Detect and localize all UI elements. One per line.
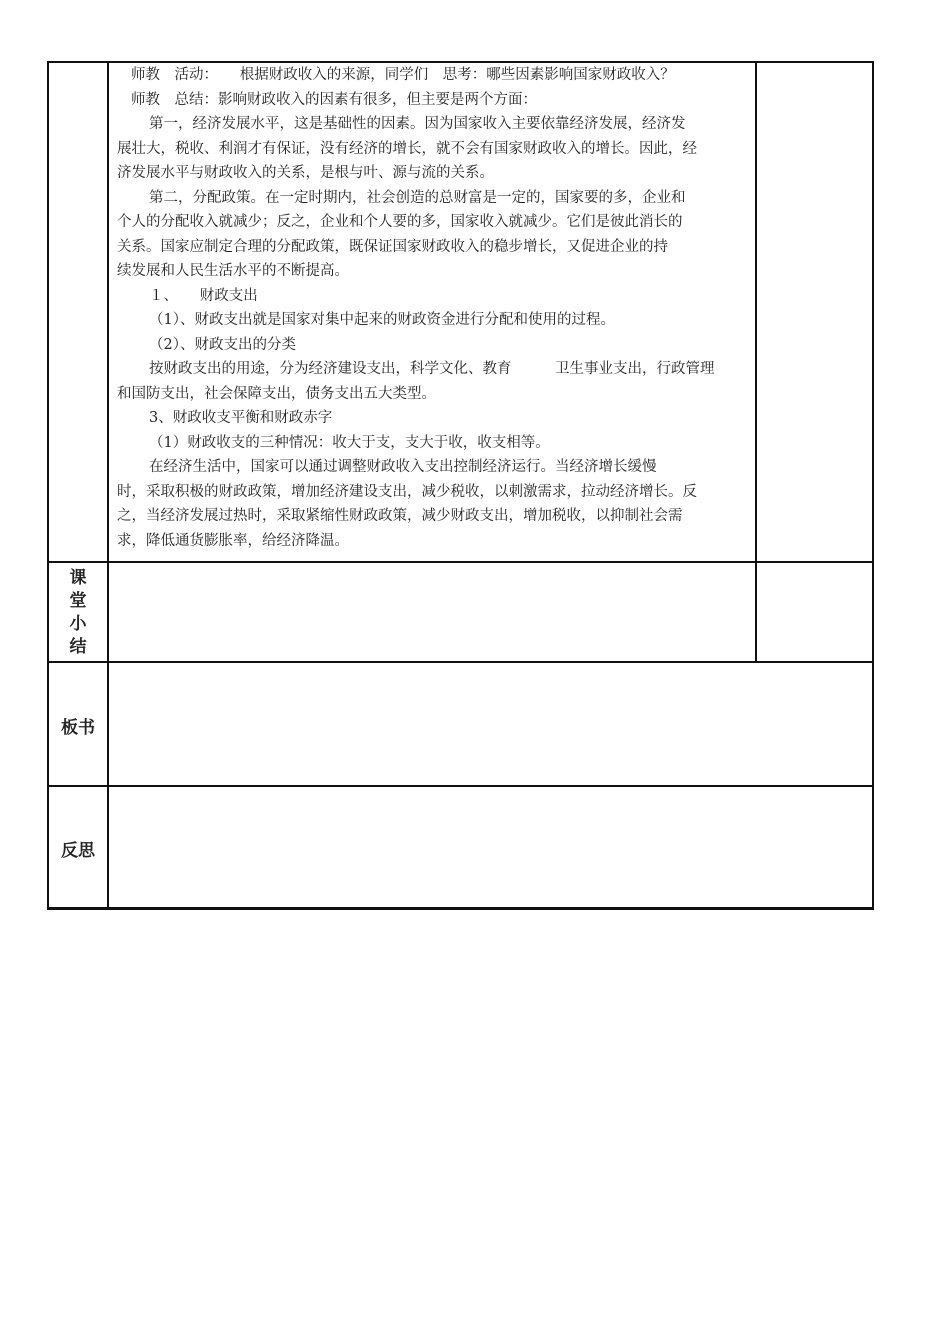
content-line: 第一，经济发展水平，这是基础性的因素。因为国家收入主要依靠经济发展，经济发 <box>149 116 686 132</box>
class-summary-label-char: 结 <box>69 637 87 657</box>
board-writing-label: 板书 <box>61 718 95 738</box>
content-line: 展壮大，税收、利润才有保证，没有经济的增长，就不会有国家财政收入的增长。因此，经 <box>117 140 697 157</box>
class-summary-label-char: 课 <box>69 568 87 588</box>
content-line: 师教 总结：影响财政收入的因素有很多，但主要是两个方面： <box>131 91 537 108</box>
notes-column-divider <box>755 61 757 662</box>
table-bottom-border <box>48 907 874 910</box>
class-summary-label-char: 小 <box>69 614 87 634</box>
class-summary-label <box>58 567 98 659</box>
content-line: 和国防支出，社会保障支出，债务支出五大类型。 <box>117 385 436 402</box>
row-divider-3 <box>48 785 874 787</box>
teaching-process-content <box>117 63 752 553</box>
table-left-border <box>47 61 49 910</box>
label-column-divider <box>107 61 109 910</box>
content-line: （1）、财政支出就是国家对集中起来的财政资金进行分配和使用的过程。 <box>149 312 615 328</box>
content-line: 3、财政收支平衡和财政赤字 <box>149 410 333 426</box>
content-line: 师教 活动： 根据财政收入的来源，同学们 思考：哪些因素影响国家财政收入？ <box>131 67 675 83</box>
reflection-label: 反思 <box>61 841 95 861</box>
content-line: （1）财政收支的三种情况：收大于支，支大于收，收支相等。 <box>149 434 550 451</box>
content-line: 第二，分配政策。在一定时期内，社会创造的总财富是一定的，国家要的多，企业和 <box>149 189 686 206</box>
content-line: 个人的分配收入就减少；反之，企业和个人要的多，国家收入就减少。它们是彼此消长的 <box>117 214 683 230</box>
row-divider-2 <box>48 661 874 663</box>
content-line: 时，采取积极的财政政策，增加经济建设支出，减少税收，以刺激需求，拉动经济增长。反 <box>117 483 697 500</box>
content-line: 济发展水平与财政收入的关系，是根与叶、源与流的关系。 <box>117 165 494 181</box>
content-line: 续发展和人民生活水平的不断提高。 <box>117 263 349 279</box>
content-line: 关系。国家应制定合理的分配政策，既保证国家财政收入的稳步增长，又促进企业的持 <box>117 238 668 255</box>
content-line: （2）、财政支出的分类 <box>149 336 296 353</box>
content-line: 按财政支出的用途，分为经济建设支出，科学文化、教育 卫生事业支出，行政管理 <box>149 361 715 377</box>
content-line: 之，当经济发展过热时，采取紧缩性财政政策，减少财政支出，增加税收，以抑制社会需 <box>117 508 683 524</box>
table-right-border <box>872 61 874 910</box>
content-line: １、 财政支出 <box>149 287 258 304</box>
row-divider-1 <box>48 561 874 563</box>
content-line: 在经济生活中，国家可以通过调整财政收入支出控制经济运行。当经济增长缓慢 <box>149 459 657 475</box>
content-line: 求，降低通货膨胀率，给经济降温。 <box>117 532 349 549</box>
class-summary-label-char: 堂 <box>69 591 87 611</box>
